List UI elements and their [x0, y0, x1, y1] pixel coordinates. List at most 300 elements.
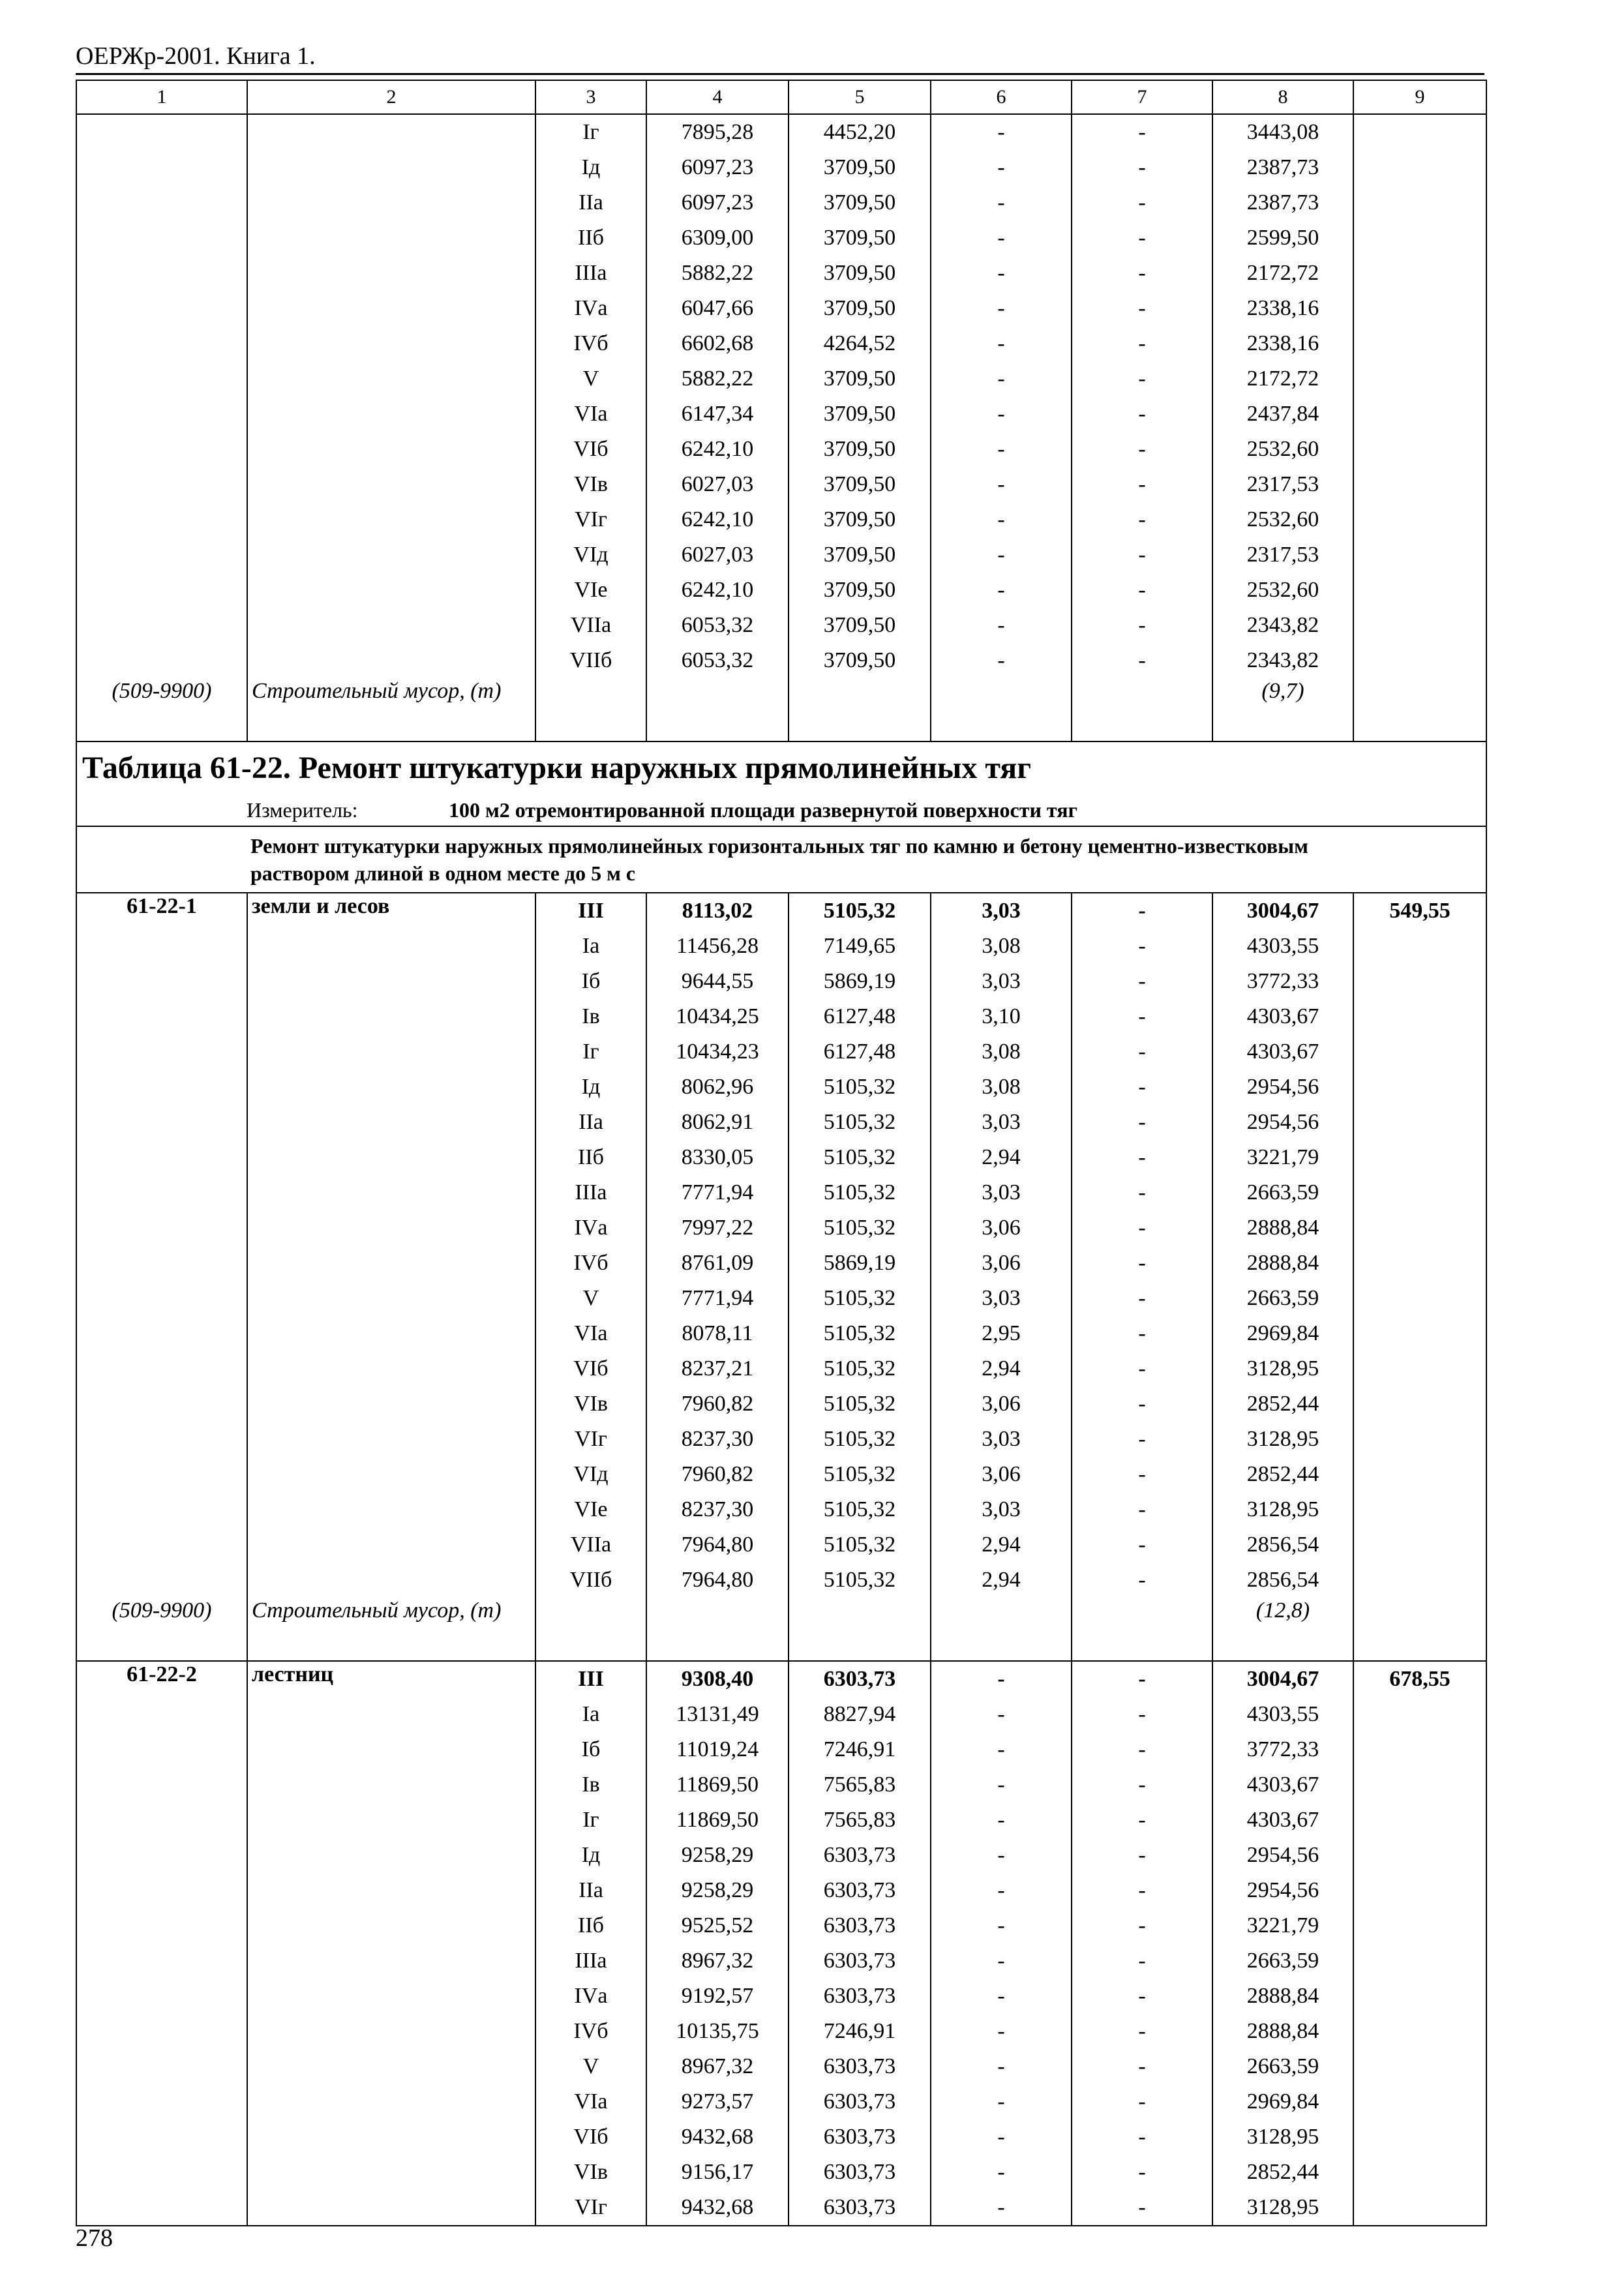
table-row [76, 1316, 1486, 1351]
territory-zone: VIб [535, 1351, 646, 1386]
wages: 3709,50 [789, 643, 931, 678]
name-cell [247, 256, 535, 291]
total-cost: 8078,11 [646, 1316, 789, 1351]
territory-zone: IVб [535, 326, 646, 361]
territory-zone: Iа [535, 1697, 646, 1732]
code-cell [76, 1527, 247, 1563]
labor-cost-cell [1353, 1457, 1486, 1492]
machinist-wages: - [1072, 1386, 1212, 1422]
materials-cost: 2338,16 [1212, 326, 1353, 361]
materials-cost: 2172,72 [1212, 361, 1353, 396]
column-number: 2 [247, 80, 535, 114]
machine-cost: 3,03 [931, 1105, 1072, 1140]
materials-cost: 4303,67 [1212, 999, 1353, 1034]
debris-row [76, 678, 1486, 741]
labor-cost-cell [1353, 643, 1486, 678]
code-cell [76, 1943, 247, 1979]
table-row [76, 1563, 1486, 1598]
machine-cost: - [931, 1803, 1072, 1838]
total-cost: 9432,68 [646, 2190, 789, 2226]
code-cell [76, 2014, 247, 2049]
labor-cost-cell [1353, 2155, 1486, 2190]
name-cell [247, 2049, 535, 2084]
materials-cost: 4303,55 [1212, 1697, 1353, 1732]
column-number: 7 [1072, 80, 1212, 114]
measure-cell [76, 794, 1486, 826]
territory-zone: IIIа [535, 1175, 646, 1210]
code-cell [76, 220, 247, 256]
materials-cost: 2852,44 [1212, 1386, 1353, 1422]
machine-cost: - [931, 537, 1072, 573]
territory-zone: IVб [535, 2014, 646, 2049]
name-cell [247, 396, 535, 432]
machinist-wages: - [1072, 2084, 1212, 2119]
table-row [76, 2190, 1486, 2226]
territory-zone: IVа [535, 291, 646, 326]
wages: 7149,65 [789, 929, 931, 964]
empty-cell [646, 678, 789, 741]
measure-label: Измеритель: [247, 798, 358, 822]
name-cell [247, 291, 535, 326]
machinist-wages: - [1072, 1457, 1212, 1492]
labor-cost-cell [1353, 150, 1486, 185]
price-table-body [76, 80, 1486, 2226]
total-cost: 8062,91 [646, 1105, 789, 1140]
materials-cost: 2969,84 [1212, 2084, 1353, 2119]
materials-cost: 2343,82 [1212, 608, 1353, 643]
machine-cost: - [931, 326, 1072, 361]
labor-cost-cell [1353, 1210, 1486, 1246]
materials-cost: 2888,84 [1212, 2014, 1353, 2049]
table-row [76, 2049, 1486, 2084]
labor-cost-cell [1353, 608, 1486, 643]
name-cell [247, 2190, 535, 2226]
wages: 3709,50 [789, 608, 931, 643]
code-cell [76, 1563, 247, 1598]
name-cell [247, 432, 535, 467]
total-cost: 6097,23 [646, 185, 789, 220]
labor-cost-cell [1353, 396, 1486, 432]
machinist-wages: - [1072, 1661, 1212, 1697]
materials-cost: 2317,53 [1212, 537, 1353, 573]
code-cell [76, 1457, 247, 1492]
territory-zone: Iб [535, 964, 646, 999]
machine-cost: 3,03 [931, 1175, 1072, 1210]
territory-zone: IIIа [535, 1943, 646, 1979]
empty-cell [646, 1598, 789, 1661]
machine-cost: 3,10 [931, 999, 1072, 1034]
table-row [76, 432, 1486, 467]
name-cell [247, 1492, 535, 1527]
wages: 6303,73 [789, 1943, 931, 1979]
machinist-wages: - [1072, 326, 1212, 361]
wages: 6303,73 [789, 2084, 931, 2119]
machinist-wages: - [1072, 1873, 1212, 1908]
table-row [76, 291, 1486, 326]
machinist-wages: - [1072, 220, 1212, 256]
wages: 3709,50 [789, 291, 931, 326]
machinist-wages: - [1072, 999, 1212, 1034]
machinist-wages: - [1072, 2190, 1212, 2226]
total-cost: 9258,29 [646, 1838, 789, 1873]
machine-cost: 2,94 [931, 1351, 1072, 1386]
empty-cell [931, 678, 1072, 741]
labor-cost-cell [1353, 326, 1486, 361]
labor-cost-cell [1353, 1316, 1486, 1351]
total-cost: 11456,28 [646, 929, 789, 964]
total-cost: 8330,05 [646, 1140, 789, 1175]
labor-cost-cell [1353, 573, 1486, 608]
total-cost: 8237,21 [646, 1351, 789, 1386]
machine-cost: 3,08 [931, 1070, 1072, 1105]
column-number: 9 [1353, 80, 1486, 114]
column-number: 4 [646, 80, 789, 114]
materials-cost: 2954,56 [1212, 1070, 1353, 1105]
machine-cost: 3,03 [931, 1492, 1072, 1527]
wages: 7565,83 [789, 1803, 931, 1838]
territory-zone: IVб [535, 1246, 646, 1281]
wages: 5869,19 [789, 964, 931, 999]
name-cell [247, 1422, 535, 1457]
labor-cost-cell [1353, 1386, 1486, 1422]
wages: 6303,73 [789, 2049, 931, 2084]
table-row [76, 1386, 1486, 1422]
territory-zone: IIIа [535, 256, 646, 291]
name-cell [247, 185, 535, 220]
empty-cell [535, 1598, 646, 1661]
machine-cost: - [931, 185, 1072, 220]
territory-zone: V [535, 1281, 646, 1316]
table-row [76, 1767, 1486, 1803]
wages: 5105,32 [789, 1140, 931, 1175]
materials-cost: 2954,56 [1212, 1838, 1353, 1873]
wages: 5105,32 [789, 1316, 931, 1351]
machine-cost: 3,06 [931, 1386, 1072, 1422]
materials-cost: 2969,84 [1212, 1316, 1353, 1351]
machine-cost: - [931, 1979, 1072, 2014]
machine-cost: - [931, 2084, 1072, 2119]
table-row [76, 1803, 1486, 1838]
machine-cost: 3,03 [931, 1422, 1072, 1457]
code-cell [76, 1803, 247, 1838]
name-cell [247, 1316, 535, 1351]
column-number: 8 [1212, 80, 1353, 114]
wages: 3709,50 [789, 185, 931, 220]
labor-cost-cell [1353, 1563, 1486, 1598]
table-row [76, 185, 1486, 220]
name-cell [247, 608, 535, 643]
total-cost: 9156,17 [646, 2155, 789, 2190]
name-cell [247, 1697, 535, 1732]
machine-cost: - [931, 1873, 1072, 1908]
name-cell [247, 2155, 535, 2190]
labor-cost-cell [1353, 1246, 1486, 1281]
name-cell [247, 1210, 535, 1246]
machine-cost: - [931, 220, 1072, 256]
table-row [76, 1070, 1486, 1105]
materials-cost: 4303,67 [1212, 1767, 1353, 1803]
code-cell [76, 1422, 247, 1457]
territory-zone: Iг [535, 1034, 646, 1070]
table-row [76, 2084, 1486, 2119]
wages: 6303,73 [789, 1838, 931, 1873]
machinist-wages: - [1072, 2119, 1212, 2155]
labor-cost-cell [1353, 1105, 1486, 1140]
total-cost: 6027,03 [646, 467, 789, 502]
machine-cost: 3,06 [931, 1210, 1072, 1246]
total-cost: 7771,94 [646, 1281, 789, 1316]
page-header: ОЕРЖр-2001. Книга 1. [76, 42, 316, 70]
labor-cost-cell [1353, 256, 1486, 291]
wages: 4452,20 [789, 114, 931, 150]
machine-cost: 3,08 [931, 1034, 1072, 1070]
code-cell [76, 2084, 247, 2119]
name-cell [247, 1873, 535, 1908]
materials-cost: 2172,72 [1212, 256, 1353, 291]
labor-cost-cell [1353, 1943, 1486, 1979]
empty-cell [789, 1598, 931, 1661]
machine-cost: - [931, 502, 1072, 537]
materials-cost: 3004,67 [1212, 893, 1353, 929]
debris-row [76, 1598, 1486, 1661]
territory-zone: Iа [535, 929, 646, 964]
machinist-wages: - [1072, 2014, 1212, 2049]
territory-zone: VIд [535, 1457, 646, 1492]
materials-cost: 4303,67 [1212, 1034, 1353, 1070]
name-cell [247, 150, 535, 185]
debris-name: Строительный мусор, (т) [247, 678, 535, 741]
labor-cost-cell [1353, 432, 1486, 467]
code-cell [76, 608, 247, 643]
labor-cost-cell [1353, 1175, 1486, 1210]
labor-cost-cell: 549,55 [1353, 893, 1486, 929]
code-cell [76, 1175, 247, 1210]
materials-cost: 3128,95 [1212, 1492, 1353, 1527]
materials-cost: 2663,59 [1212, 2049, 1353, 2084]
wages: 5105,32 [789, 1105, 931, 1140]
labor-cost-cell [1353, 1070, 1486, 1105]
name-cell [247, 999, 535, 1034]
empty-cell [1072, 678, 1212, 741]
total-cost: 6309,00 [646, 220, 789, 256]
materials-cost: 3221,79 [1212, 1908, 1353, 1943]
code-cell [76, 1070, 247, 1105]
machine-cost: - [931, 643, 1072, 678]
code-cell [76, 326, 247, 361]
machinist-wages: - [1072, 114, 1212, 150]
territory-zone: Iг [535, 114, 646, 150]
machine-cost: - [931, 361, 1072, 396]
table-row [76, 964, 1486, 999]
materials-cost: 3221,79 [1212, 1140, 1353, 1175]
empty-cell [931, 1598, 1072, 1661]
table-row [76, 573, 1486, 608]
total-cost: 6147,34 [646, 396, 789, 432]
territory-zone: IIб [535, 1140, 646, 1175]
table-row [76, 1140, 1486, 1175]
materials-cost: 3772,33 [1212, 964, 1353, 999]
territory-zone: Iг [535, 1803, 646, 1838]
machine-cost: 2,94 [931, 1527, 1072, 1563]
code-cell [76, 929, 247, 964]
labor-cost-cell [1353, 185, 1486, 220]
wages: 6127,48 [789, 1034, 931, 1070]
machine-cost: 2,94 [931, 1140, 1072, 1175]
labor-cost-cell [1353, 1873, 1486, 1908]
table-row [76, 467, 1486, 502]
territory-zone: IIа [535, 1105, 646, 1140]
territory-zone: Iб [535, 1732, 646, 1767]
machine-cost: - [931, 396, 1072, 432]
name-cell [247, 1140, 535, 1175]
total-cost: 8761,09 [646, 1246, 789, 1281]
territory-zone: Iв [535, 1767, 646, 1803]
wages: 8827,94 [789, 1697, 931, 1732]
total-cost: 10434,25 [646, 999, 789, 1034]
name-cell [247, 326, 535, 361]
territory-zone: VIа [535, 1316, 646, 1351]
labor-cost-cell [1353, 1422, 1486, 1457]
materials-cost: 2888,84 [1212, 1979, 1353, 2014]
labor-cost-cell [1353, 1697, 1486, 1732]
table-row [76, 2014, 1486, 2049]
materials-cost: 3128,95 [1212, 2190, 1353, 2226]
code-cell [76, 1908, 247, 1943]
territory-zone: VIв [535, 1386, 646, 1422]
territory-zone: Iд [535, 1070, 646, 1105]
code-cell [76, 1246, 247, 1281]
machinist-wages: - [1072, 2155, 1212, 2190]
machine-cost: 3,03 [931, 1281, 1072, 1316]
name-cell [247, 1979, 535, 2014]
wages: 6303,73 [789, 1873, 931, 1908]
total-cost: 8113,02 [646, 893, 789, 929]
column-number-row [76, 80, 1486, 114]
machinist-wages: - [1072, 1767, 1212, 1803]
table-row [76, 1422, 1486, 1457]
machinist-wages: - [1072, 1422, 1212, 1457]
table-row [76, 608, 1486, 643]
wages: 3709,50 [789, 432, 931, 467]
total-cost: 11019,24 [646, 1732, 789, 1767]
code-cell [76, 361, 247, 396]
materials-cost: 4303,55 [1212, 929, 1353, 964]
machinist-wages: - [1072, 1351, 1212, 1386]
machinist-wages: - [1072, 1316, 1212, 1351]
wages: 6303,73 [789, 1979, 931, 2014]
labor-cost-cell [1353, 291, 1486, 326]
territory-zone: VIв [535, 2155, 646, 2190]
labor-cost-cell [1353, 114, 1486, 150]
name-cell [247, 2084, 535, 2119]
machine-cost: - [931, 608, 1072, 643]
table-row [76, 1908, 1486, 1943]
wages: 3709,50 [789, 150, 931, 185]
table-row [76, 150, 1486, 185]
labor-cost-cell [1353, 1908, 1486, 1943]
territory-zone: VIб [535, 432, 646, 467]
name-cell [247, 1838, 535, 1873]
table-row [76, 326, 1486, 361]
total-cost: 7960,82 [646, 1457, 789, 1492]
labor-cost-cell [1353, 537, 1486, 573]
total-cost: 7964,80 [646, 1563, 789, 1598]
name-cell [247, 1527, 535, 1563]
materials-cost: 2888,84 [1212, 1210, 1353, 1246]
name-cell [247, 1175, 535, 1210]
code-cell [76, 291, 247, 326]
total-cost: 7964,80 [646, 1527, 789, 1563]
name-cell [247, 537, 535, 573]
labor-cost-cell [1353, 1034, 1486, 1070]
total-cost: 8967,32 [646, 2049, 789, 2084]
total-cost: 8237,30 [646, 1492, 789, 1527]
code-cell [76, 1492, 247, 1527]
name-cell [247, 1943, 535, 1979]
name-cell [247, 1070, 535, 1105]
territory-zone: IIа [535, 185, 646, 220]
materials-cost: 2532,60 [1212, 502, 1353, 537]
machine-cost: 3,03 [931, 964, 1072, 999]
machinist-wages: - [1072, 1979, 1212, 2014]
machinist-wages: - [1072, 291, 1212, 326]
materials-cost: 2954,56 [1212, 1873, 1353, 1908]
machine-cost: 2,95 [931, 1316, 1072, 1351]
machinist-wages: - [1072, 396, 1212, 432]
column-number: 6 [931, 80, 1072, 114]
machinist-wages: - [1072, 432, 1212, 467]
name-cell: лестниц [247, 1661, 535, 1697]
name-cell [247, 220, 535, 256]
table-row [76, 361, 1486, 396]
column-number: 1 [76, 80, 247, 114]
machine-cost: 3,08 [931, 929, 1072, 964]
name-cell [247, 1732, 535, 1767]
machinist-wages: - [1072, 573, 1212, 608]
table-row [76, 1105, 1486, 1140]
name-cell [247, 2119, 535, 2155]
materials-cost: 2532,60 [1212, 432, 1353, 467]
labor-cost-cell [1353, 929, 1486, 964]
labor-cost-cell [1353, 2119, 1486, 2155]
machinist-wages: - [1072, 1246, 1212, 1281]
labor-cost-cell [1353, 361, 1486, 396]
territory-zone: III [535, 893, 646, 929]
materials-cost: 2387,73 [1212, 150, 1353, 185]
wages: 5105,32 [789, 1386, 931, 1422]
header-rule [76, 73, 1484, 75]
labor-cost-cell [1353, 999, 1486, 1034]
total-cost: 7771,94 [646, 1175, 789, 1210]
machine-cost: - [931, 150, 1072, 185]
materials-cost: 3772,33 [1212, 1732, 1353, 1767]
territory-zone: VIг [535, 502, 646, 537]
wages: 3709,50 [789, 220, 931, 256]
empty-cell [1072, 1598, 1212, 1661]
machine-cost: - [931, 1661, 1072, 1697]
table-row [76, 1979, 1486, 2014]
machinist-wages: - [1072, 1034, 1212, 1070]
machine-cost: - [931, 1838, 1072, 1873]
machine-cost: - [931, 432, 1072, 467]
table-row [76, 1492, 1486, 1527]
wages: 5105,32 [789, 1563, 931, 1598]
machinist-wages: - [1072, 643, 1212, 678]
machinist-wages: - [1072, 1908, 1212, 1943]
territory-zone: VIб [535, 2119, 646, 2155]
machine-cost: - [931, 291, 1072, 326]
machine-cost: - [931, 2014, 1072, 2049]
